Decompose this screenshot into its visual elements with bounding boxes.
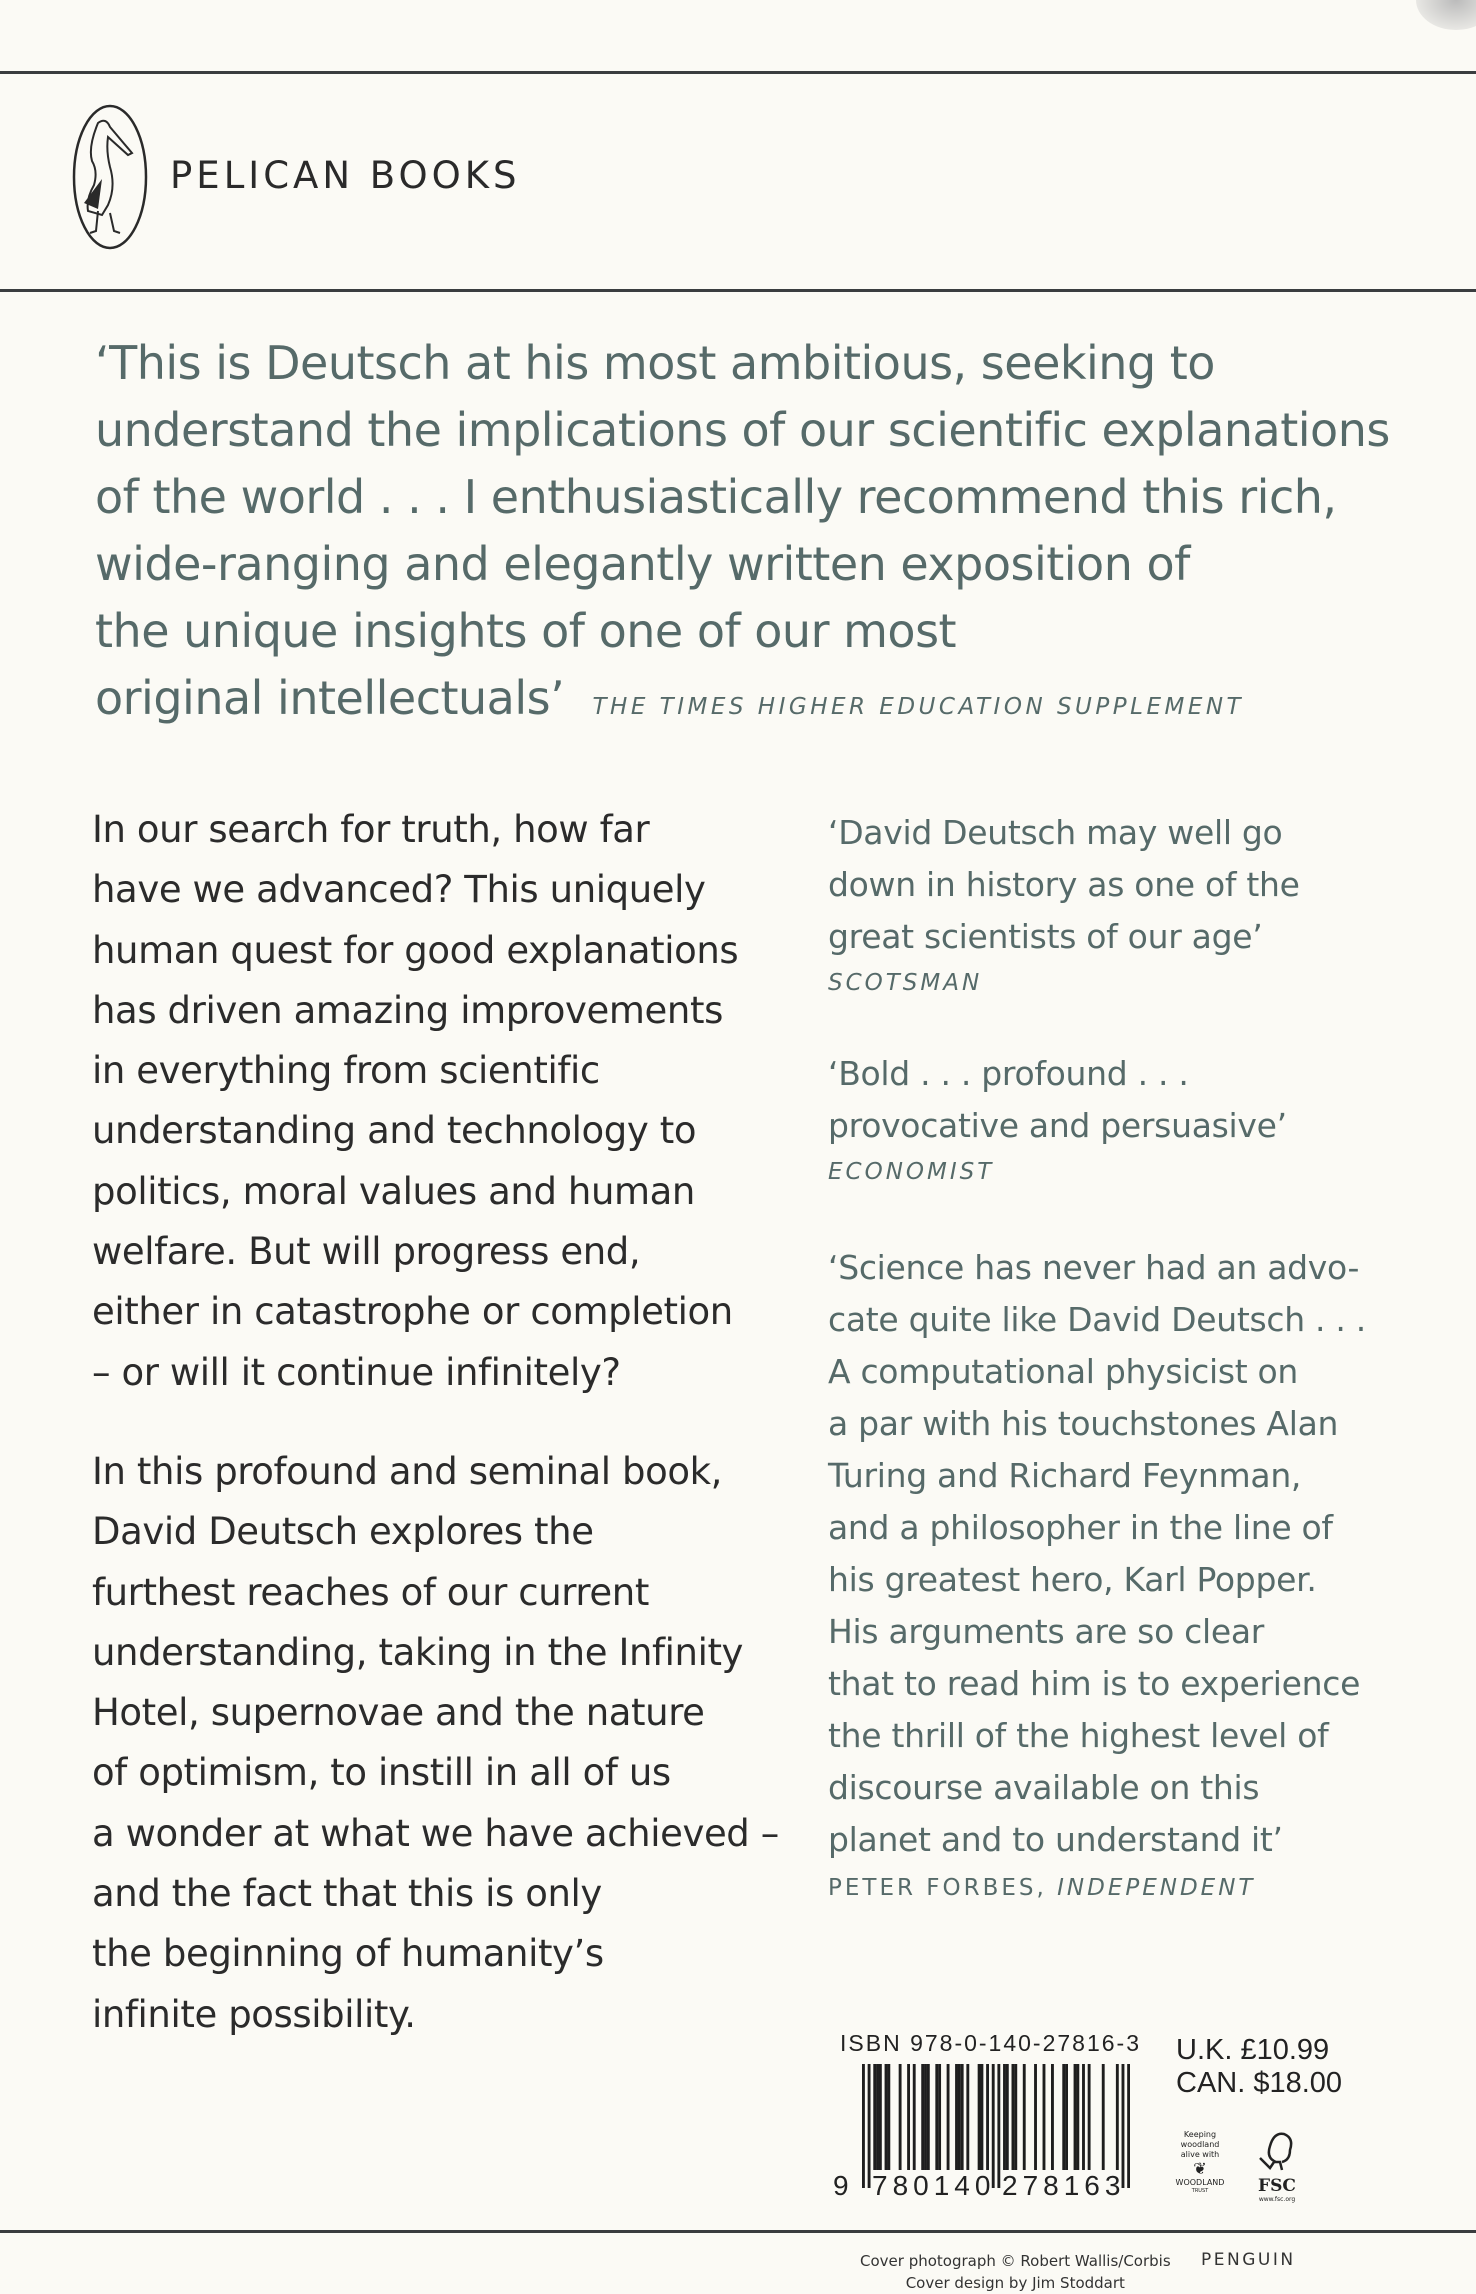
text-line: and the fact that this is only [92,1872,602,1916]
barcode-bar [935,2064,938,2170]
barcode-bar [997,2064,1000,2188]
barcode-bar [978,2064,981,2170]
text-line: his greatest hero, Karl Popper. [828,1560,1317,1599]
text-line: and a philosopher in the line of [828,1508,1333,1547]
text-line: that to read him is to experience [828,1664,1361,1703]
text-line: Hotel, supernovae and the nature [92,1691,705,1735]
blurb-paragraph-1 [92,800,812,1403]
barcode-bar [1082,2064,1085,2170]
pelican-logo-icon [70,103,150,251]
text-line: discourse available on this [828,1768,1260,1807]
barcode-bar [947,2064,950,2170]
barcode-bar [1014,2064,1017,2170]
text-line: infinite possibility. [92,1992,416,2036]
woodland-text: TRUST [1191,2188,1209,2194]
barcode-bar [868,2064,871,2188]
barcode-bar [1074,2064,1077,2170]
text-line: understanding, taking in the Infinity [92,1630,744,1674]
barcode-digit-first: 9 [833,2170,854,2201]
review-line: ‘David Deutsch may well go [828,813,1283,852]
blurb-paragraph-2 [92,1442,812,2045]
barcode-bar [1127,2064,1130,2188]
woodland-text: Keeping [1183,2130,1217,2139]
review-source: SCOTSMAN [828,970,983,996]
credit-line: Cover photograph © Robert Wallis/Corbis [860,2252,1171,2270]
barcode-bar [924,2064,927,2170]
text-line: A computational physicist on [828,1352,1299,1391]
text-line: ‘Science has never had an advo- [828,1248,1360,1287]
woodland-text: woodland [1180,2140,1220,2149]
text-line: the thrill of the highest level of [828,1716,1329,1755]
review-line: great scientists of our age’ [828,917,1263,956]
text-line: David Deutsch explores the [92,1510,594,1554]
review-source: ECONOMIST [828,1159,995,1185]
barcode-bar [887,2064,890,2170]
review-line: ‘Bold . . . profound . . . [828,1054,1189,1093]
barcode-bar [913,2064,916,2170]
barcode-bar [862,2064,865,2188]
review-economist [828,1048,1448,1192]
barcode-digits-left: 780140 [872,2170,996,2201]
fsc-logo [1252,2130,1302,2205]
header-rule [0,289,1476,292]
footer-rule [0,2230,1476,2233]
barcode-bar [873,2064,876,2170]
text-line: – or will it continue infinitely? [92,1350,621,1394]
barcode-bar [1034,2064,1037,2170]
barcode-bar [1116,2064,1119,2170]
barcode-bar [885,2064,888,2170]
barcode-bar [966,2064,969,2170]
imprint-name: PELICAN BOOKS [170,154,521,197]
corner-shadow [1416,0,1476,30]
barcode-bar [1065,2064,1068,2170]
quote-line: of the world . . . I enthusiastically recommend this rich, [95,470,1337,524]
barcode-bar [1076,2064,1079,2170]
text-line: Turing and Richard Feynman, [828,1456,1302,1495]
blurb [92,800,812,2045]
text-line: welfare. But will progress end, [92,1230,641,1274]
cover-credits [860,2250,1171,2294]
text-line: human quest for good explanations [92,928,739,972]
quote-source: THE TIMES HIGHER EDUCATION SUPPLEMENT [592,694,1245,720]
fsc-label: FSC [1258,2176,1296,2196]
text-line: have we advanced? This uniquely [92,868,706,912]
quote-line: original intellectuals’ [95,671,565,725]
barcode-bar [938,2064,941,2170]
barcode-digits-right: 278163 [1002,2170,1126,2201]
text-line: the beginning of humanity’s [92,1932,604,1976]
barcode-bar [1012,2064,1015,2170]
barcode-bar [1088,2064,1091,2170]
woodland-trust-logo [1174,2130,1226,2194]
quote-line: the unique insights of one of our most [95,604,957,658]
barcode-bar [980,2064,983,2170]
review-source-publication: INDEPENDENT [1057,1875,1256,1901]
top-rule [0,71,1476,74]
text-line: either in catastrophe or completion [92,1290,733,1334]
woodland-text: alive with [1180,2150,1220,2159]
barcode-bar [879,2064,882,2170]
barcode-bar [1051,2064,1054,2170]
barcode-bar [961,2064,964,2170]
barcode-bar [921,2064,924,2170]
barcode-bar [899,2064,902,2170]
quote-line: understand the implications of our scientific explanations [95,403,1390,457]
prices [1176,2034,1342,2100]
review-line: provocative and persuasive’ [828,1106,1287,1145]
text-line: a wonder at what we have achieved – [92,1811,779,1855]
text-line: of optimism, to instill in all of us [92,1751,671,1795]
fsc-url: www.fsc.org [1258,2196,1296,2203]
text-line: politics, moral values and human [92,1169,695,1213]
fsc-tree-icon [1256,2130,1298,2174]
barcode-bar [1102,2064,1105,2170]
barcode-bar [1043,2064,1046,2170]
review-independent [828,1242,1448,1908]
quote-line: wide-ranging and elegantly written exposition of [95,537,1190,591]
penguin-imprint: PENGUIN [1201,2250,1296,2270]
barcode-bar [876,2064,879,2170]
woodland-text: WOODLAND [1175,2178,1225,2187]
barcode-bar [907,2064,910,2170]
barcode-bar [1006,2064,1009,2170]
review-scotsman [828,807,1448,1003]
featured-quote [95,330,1390,741]
price-uk: U.K. £10.99 [1176,2034,1330,2066]
barcode-bar [955,2064,958,2170]
barcode-bar [986,2064,989,2170]
barcode-bar [958,2064,961,2170]
review-line: down in history as one of the [828,865,1300,904]
barcode-bar [1062,2064,1065,2170]
barcode-bar [927,2064,930,2170]
text-line: In this profound and seminal book, [92,1449,722,1493]
text-line: understanding and technology to [92,1109,697,1153]
isbn-label: ISBN 978-0-140-27816-3 [840,2030,1141,2056]
text-line: His arguments are so clear [828,1612,1265,1651]
price-can: CAN. $18.00 [1176,2067,1343,2099]
text-line: In our search for truth, how far [92,808,650,851]
text-line: a par with his touchstones Alan [828,1404,1339,1443]
quote-line: ‘This is Deutsch at his most ambitious, seeking to [95,336,1215,390]
text-line: furthest reaches of our current [92,1570,649,1614]
review-source-name: PETER FORBES, [828,1875,1058,1901]
text-line: has driven amazing improvements [92,988,723,1032]
barcode-bar [1023,2064,1026,2170]
text-line: cate quite like David Deutsch . . . [828,1300,1366,1339]
tree-icon: ❦ [1193,2159,1207,2178]
credit-line: Cover design by Jim Stoddart [905,2274,1125,2292]
text-line: in everything from scientific [92,1049,600,1093]
barcode-bar [1003,2064,1006,2170]
text-line: planet and to understand it’ [828,1820,1283,1859]
